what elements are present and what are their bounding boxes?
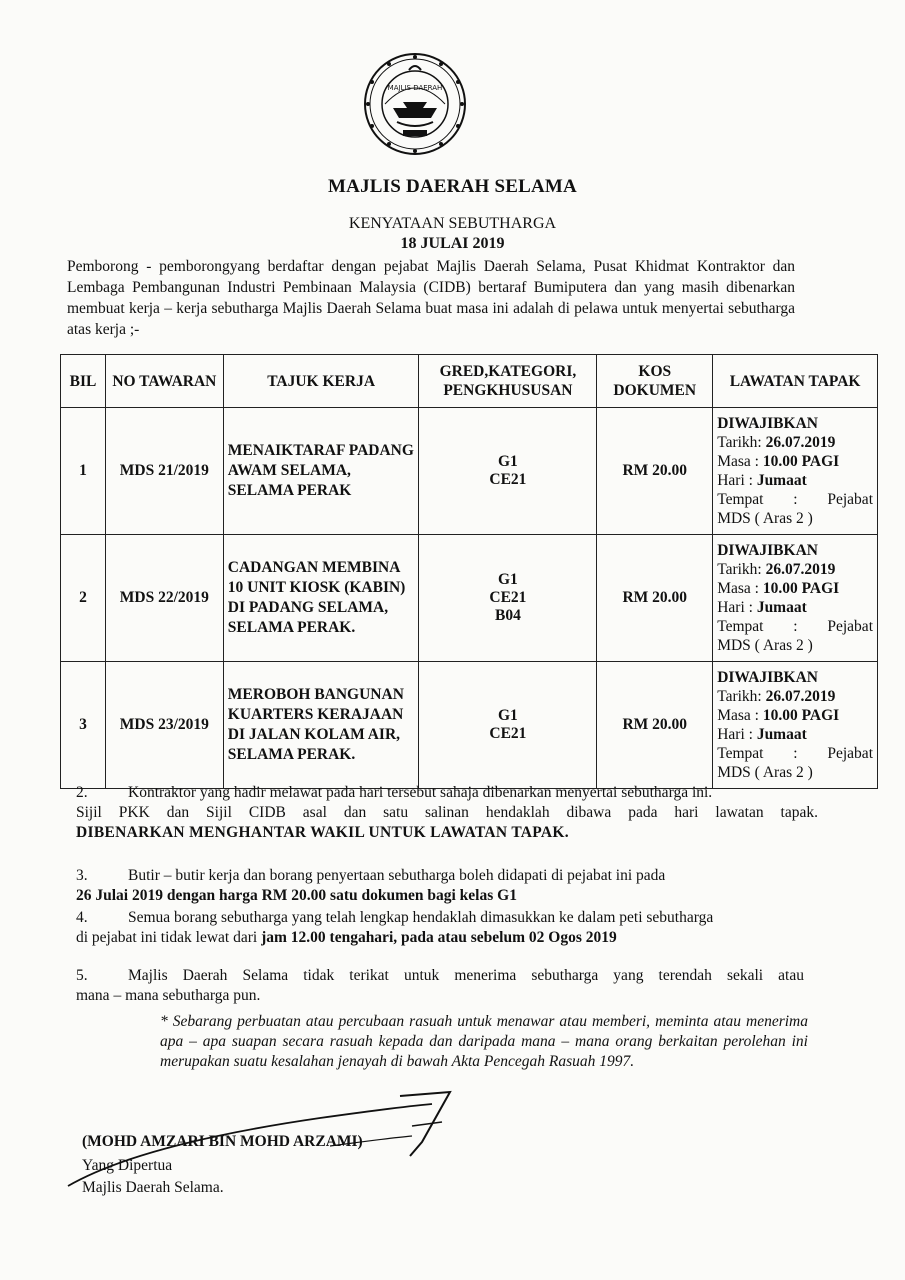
cell-no-tawaran: MDS 23/2019 (105, 662, 223, 789)
council-title: MAJLIS DAERAH SELAMA (328, 176, 577, 197)
paragraph-5-line-1: 5. Majlis Daerah Selama tidak terikat untuk menerima sebutharga yang terendah sekali atau (76, 967, 804, 984)
cell-gred (419, 662, 597, 789)
lawatan-tarikh: Tarikh: 26.07.2019 (717, 688, 836, 705)
paragraph-5-line-2: mana – mana sebutharga pun. (76, 987, 261, 1004)
lawatan-tempat: Tempat : Pejabat (717, 745, 873, 762)
anti-corruption-note: * Sebarang perbuatan atau percubaan rasuah untuk menawar atau memberi, meminta atau menerima apa – apa suapan secara rasuah kepada dan daripada mana – mana orang berkaitan perolehan ini merupakan suatu kesalahan jenayah di bawah Akta Pencegah Rasuah 1997. (160, 1013, 808, 1070)
cell-gred (419, 408, 597, 535)
lawatan-hari: Hari : Jumaat (717, 726, 807, 743)
notice-title: KENYATAAN SEBUTHARGA (348, 215, 557, 232)
signatory-organisation: Majlis Daerah Selama. (82, 1179, 224, 1196)
cell-no-tawaran: MDS 21/2019 (105, 408, 223, 535)
lawatan-masa: Masa : 10.00 PAGI (717, 453, 840, 470)
header-kos-dokumen: KOS DOKUMEN (597, 355, 713, 408)
header-tajuk-kerja: TAJUK KERJA (223, 355, 419, 408)
paragraph-3-line-1: 3. Butir – butir kerja dan borang penyertaan sebutharga boleh didapati di pejabat ini pada (76, 867, 666, 884)
notice-date: 18 JULAI 2019 (400, 235, 505, 252)
cell-bil: 1 (61, 408, 106, 535)
lawatan-hari: Hari : Jumaat (717, 472, 807, 489)
table-row (61, 535, 878, 662)
gred-line: CE21 (489, 589, 527, 606)
svg-text:MAJLIS DAERAH: MAJLIS DAERAH (387, 84, 443, 92)
lawatan-tempat-2: MDS ( Aras 2 ) (717, 637, 813, 654)
lawatan-wajib: DIWAJIBKAN (717, 542, 818, 559)
signatory-name: (MOHD AMZARI BIN MOHD ARZAMI) (82, 1133, 363, 1150)
cell-no-tawaran: MDS 22/2019 (105, 535, 223, 662)
lawatan-tempat: Tempat : Pejabat (717, 491, 873, 508)
cell-bil: 2 (61, 535, 106, 662)
cell-kos: RM 20.00 (597, 662, 713, 789)
table-row (61, 408, 878, 535)
lawatan-tarikh: Tarikh: 26.07.2019 (717, 561, 836, 578)
signatory-position: Yang Dipertua (82, 1157, 173, 1174)
council-seal-logo (363, 52, 467, 156)
paragraph-2-line-1: 2. Kontraktor yang hadir melawat pada hari tersebut sahaja dibenarkan menyertai sebutharga ini. (76, 784, 713, 801)
cell-lawatan (713, 408, 878, 535)
intro-paragraph: Pemborong - pemborongyang berdaftar dengan pejabat Majlis Daerah Selama, Pusat Khidmat Kontraktor dan Lembaga Pembangunan Industri Pembinaan Malaysia (CIDB) bertaraf Bumiputera dan yang masih dibenarkan membuat kerja – kerja sebutharga Majlis Daerah Selama buat masa ini adalah di pelawa untuk menyertai sebutharga atas kerja ;- (67, 258, 795, 338)
gred-line: G1 (498, 571, 518, 588)
lawatan-tarikh: Tarikh: 26.07.2019 (717, 434, 836, 451)
table-row (61, 662, 878, 789)
lawatan-tempat-2: MDS ( Aras 2 ) (717, 764, 813, 781)
paragraph-2-line-3: DIBENARKAN MENGHANTAR WAKIL UNTUK LAWATAN TAPAK. (76, 824, 569, 841)
gred-line: G1 (498, 707, 518, 724)
lawatan-tempat-2: MDS ( Aras 2 ) (717, 510, 813, 527)
gred-line: CE21 (489, 725, 527, 742)
gred-line: G1 (498, 453, 518, 470)
paragraph-4-line-2: di pejabat ini tidak lewat dari jam 12.00 tengahari, pada atau sebelum 02 Ogos 2019 (76, 929, 617, 946)
lawatan-hari: Hari : Jumaat (717, 599, 807, 616)
lawatan-tempat: Tempat : Pejabat (717, 618, 873, 635)
table-header-row (61, 355, 878, 408)
header-lawatan-tapak: LAWATAN TAPAK (713, 355, 878, 408)
header-gred: GRED,KATEGORI, PENGKHUSUSAN (419, 355, 597, 408)
paragraph-3-line-2: 26 Julai 2019 dengan harga RM 20.00 satu dokumen bagi kelas G1 (76, 887, 517, 904)
paragraph-2-line-2: Sijil PKK dan Sijil CIDB asal dan satu salinan hendaklah dibawa pada hari lawatan tapak. (76, 804, 818, 821)
cell-lawatan (713, 662, 878, 789)
paragraph-3 (76, 866, 776, 906)
header-no-tawaran: NO TAWARAN (105, 355, 223, 408)
lawatan-masa: Masa : 10.00 PAGI (717, 580, 840, 597)
paragraph-2 (76, 783, 818, 843)
cell-kos: RM 20.00 (597, 535, 713, 662)
cell-gred (419, 535, 597, 662)
paragraph-4 (76, 908, 806, 948)
lawatan-masa: Masa : 10.00 PAGI (717, 707, 840, 724)
cell-lawatan (713, 535, 878, 662)
gred-line: B04 (494, 607, 521, 624)
cell-kos: RM 20.00 (597, 408, 713, 535)
lawatan-wajib: DIWAJIBKAN (717, 669, 818, 686)
cell-tajuk: MEROBOH BANGUNAN KUARTERS KERAJAAN DI JALAN KOLAM AIR, SELAMA PERAK. (223, 662, 419, 789)
header-bil: BIL (61, 355, 106, 408)
lawatan-wajib: DIWAJIBKAN (717, 415, 818, 432)
cell-tajuk: CADANGAN MEMBINA 10 UNIT KIOSK (KABIN) DI PADANG SELAMA, SELAMA PERAK. (223, 535, 419, 662)
cell-bil: 3 (61, 662, 106, 789)
gred-line: CE21 (489, 471, 527, 488)
cell-tajuk: MENAIKTARAF PADANG AWAM SELAMA, SELAMA PERAK (223, 408, 419, 535)
quotation-table (60, 354, 878, 789)
paragraph-5 (76, 966, 804, 1006)
paragraph-4-line-1: 4. Semua borang sebutharga yang telah lengkap hendaklah dimasukkan ke dalam peti sebutharga (76, 909, 714, 926)
